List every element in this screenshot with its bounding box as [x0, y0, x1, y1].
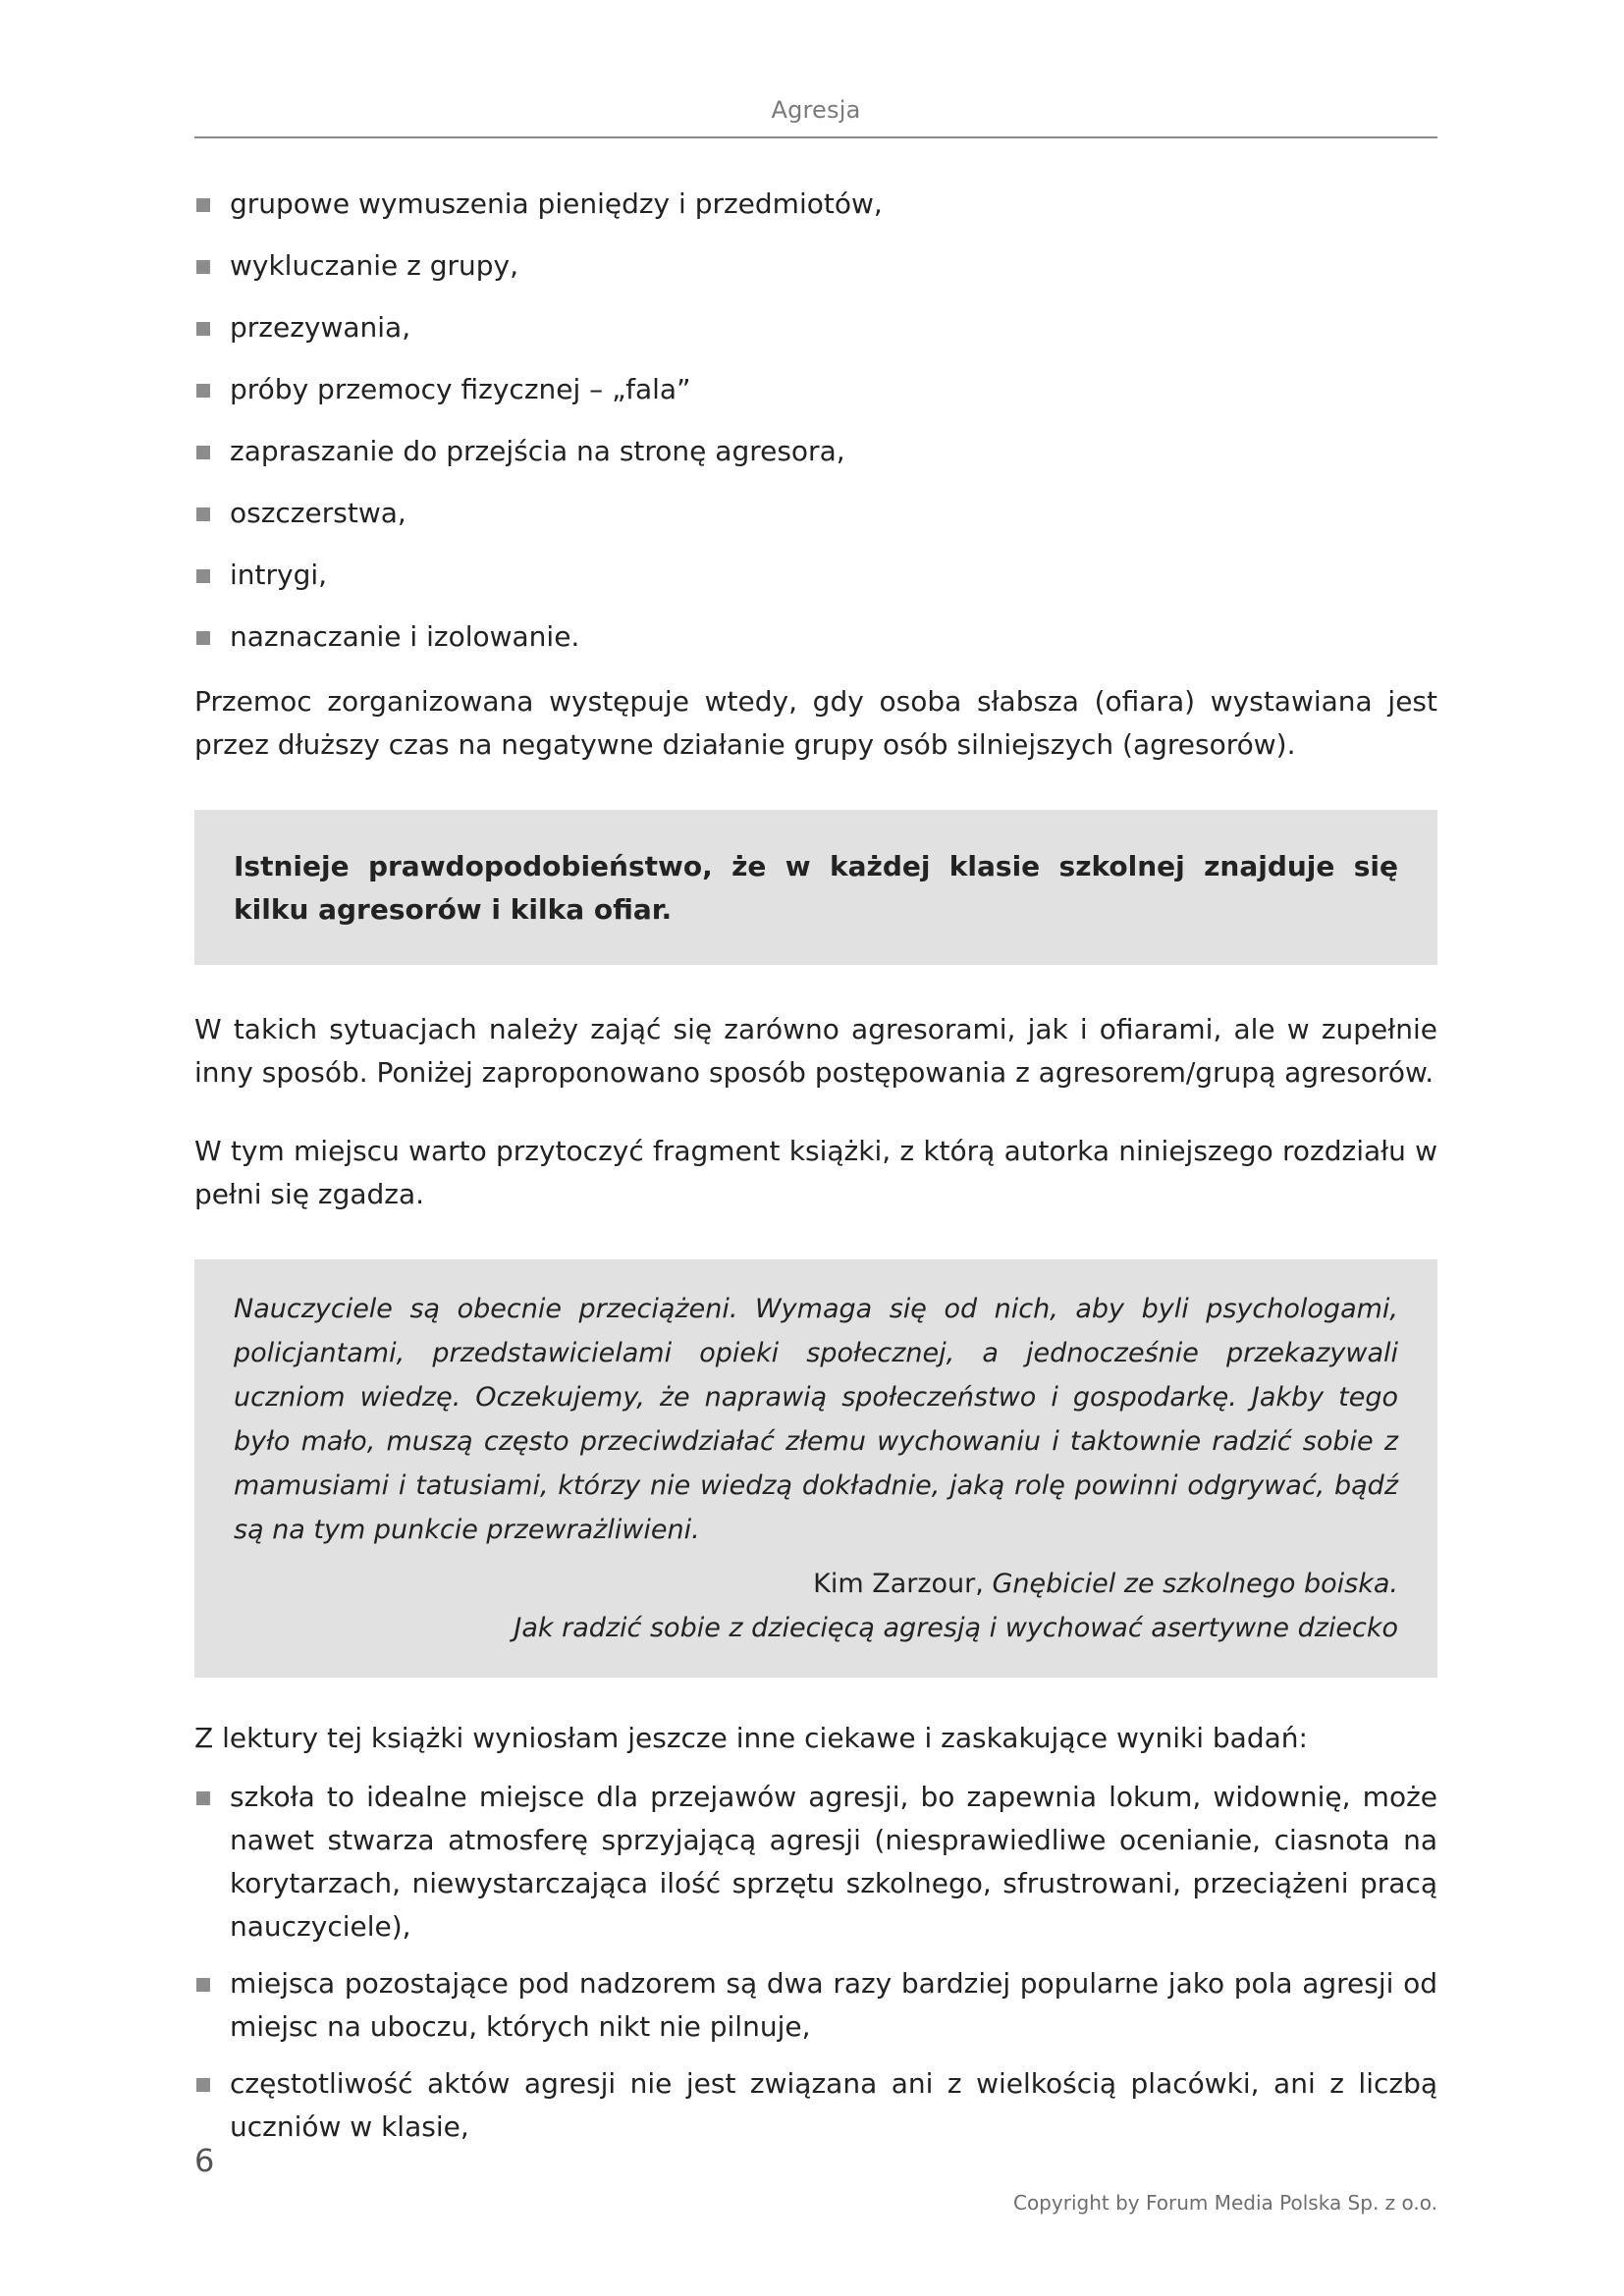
bullet-list-research-findings — [194, 1776, 1437, 2149]
header-divider — [194, 136, 1437, 138]
square-bullet-icon — [196, 507, 210, 521]
quote-box — [194, 1259, 1437, 1678]
bullet-list-forms-of-aggression — [194, 183, 1437, 659]
list-item-text: miejsca pozostające pod nadzorem są dwa razy bardziej popularne jako pola agresji od miejsc na uboczu, których nikt nie pilnuje, — [230, 1967, 1437, 2043]
quote-attribution-line-1 — [234, 1562, 1398, 1606]
list-item — [194, 615, 1437, 659]
square-bullet-icon — [196, 631, 210, 645]
list-item — [194, 1776, 1437, 1949]
list-item-text: naznaczanie i izolowanie. — [230, 620, 580, 653]
list-item-text: szkoła to idealne miejsce dla przejawów agresji, bo zapewnia lokum, widownię, może nawet stwarza atmosferę sprzyjającą agresji (niesprawiedliwe ocenianie, ciasnota na korytarzach, niewystarczająca ilość sprzętu szkolnego, sfrustrowani, przeciążeni pracą nauczyciele), — [230, 1781, 1437, 1943]
list-item-text: intrygi, — [230, 559, 328, 591]
quote-book-title-1: Gnębiciel ze szkolnego boiska. — [992, 1569, 1398, 1599]
paragraph-handling-aggressors: W takich sytuacjach należy zająć się zarówno agresorami, jak i ofiarami, ale w zupełnie inny sposób. Poniżej zaproponowano sposób postępowania z agresorem/grupą agresorów. — [194, 1013, 1437, 1089]
square-bullet-icon — [196, 2078, 210, 2092]
highlight-box — [194, 810, 1437, 965]
square-bullet-icon — [196, 569, 210, 583]
square-bullet-icon — [196, 446, 210, 459]
running-header: Agresja — [771, 96, 861, 124]
paragraph-book-intro: W tym miejscu warto przytoczyć fragment książki, z którą autorka niniejszego rozdziału w pełni się zgadza. — [194, 1135, 1437, 1210]
square-bullet-icon — [196, 322, 210, 336]
quote-text: Nauczyciele są obecnie przeciążeni. Wymaga się od nich, aby byli psychologami, policjantami, przedstawicielami opieki społecznej, a jednocześnie przekazywali uczniom wiedzę. Oczekujemy, że naprawią społeczeństwo i gospodarkę. Jakby tego było mało, muszą często przeciwdziałać złemu wychowaniu i taktownie radzić sobie z mamusiami i tatusiami, którzy nie wiedzą dokładnie, jaką rolę powinni odgrywać, bądź są na tym punkcie przewrażliwieni. — [234, 1294, 1398, 1545]
square-bullet-icon — [196, 384, 210, 398]
highlight-box-text: Istnieje prawdopodobieństwo, że w każdej klasie szkolnej znajduje się kilku agresorów i kilka ofiar. — [234, 850, 1398, 926]
square-bullet-icon — [196, 1978, 210, 1992]
list-item — [194, 306, 1437, 349]
list-item — [194, 368, 1437, 411]
quote-attribution-line-2 — [234, 1606, 1398, 1650]
list-item — [194, 492, 1437, 535]
page-number: 6 — [194, 2142, 215, 2179]
quote-book-title-2: Jak radzić sobie z dziecięcą agresją i wychować asertywne dziecko — [514, 1613, 1398, 1643]
list-item-text: wykluczanie z grupy, — [230, 249, 518, 282]
page-content — [194, 183, 1437, 2163]
paragraph-research-intro: Z lektury tej książki wyniosłam jeszcze inne ciekawe i zaskakujące wyniki badań: — [194, 1722, 1308, 1754]
list-item-text: częstotliwość aktów agresji nie jest związana ani z wielkością placówki, ani z liczbą uczniów w klasie, — [230, 2067, 1437, 2143]
list-item — [194, 183, 1437, 226]
list-item — [194, 554, 1437, 597]
list-item-text: przezywania, — [230, 311, 411, 344]
list-item-text: próby przemocy fizycznej – „fala” — [230, 373, 691, 405]
list-item-text: zapraszanie do przejścia na stronę agresora, — [230, 435, 845, 467]
list-item — [194, 244, 1437, 288]
list-item-text: grupowe wymuszenia pieniędzy i przedmiotów, — [230, 187, 883, 220]
square-bullet-icon — [196, 198, 210, 212]
square-bullet-icon — [196, 260, 210, 274]
list-item — [194, 430, 1437, 473]
quote-author: Kim Zarzour, — [813, 1569, 984, 1599]
list-item — [194, 1962, 1437, 2049]
square-bullet-icon — [196, 1791, 210, 1805]
paragraph-organized-violence: Przemoc zorganizowana występuje wtedy, gdy osoba słabsza (ofiara) wystawiana jest przez dłuższy czas na negatywne działanie grupy osób silniejszych (agresorów). — [194, 685, 1437, 761]
copyright-notice: Copyright by Forum Media Polska Sp. z o.o. — [1012, 2191, 1437, 2215]
list-item-text: oszczerstwa, — [230, 497, 406, 529]
list-item — [194, 2062, 1437, 2149]
